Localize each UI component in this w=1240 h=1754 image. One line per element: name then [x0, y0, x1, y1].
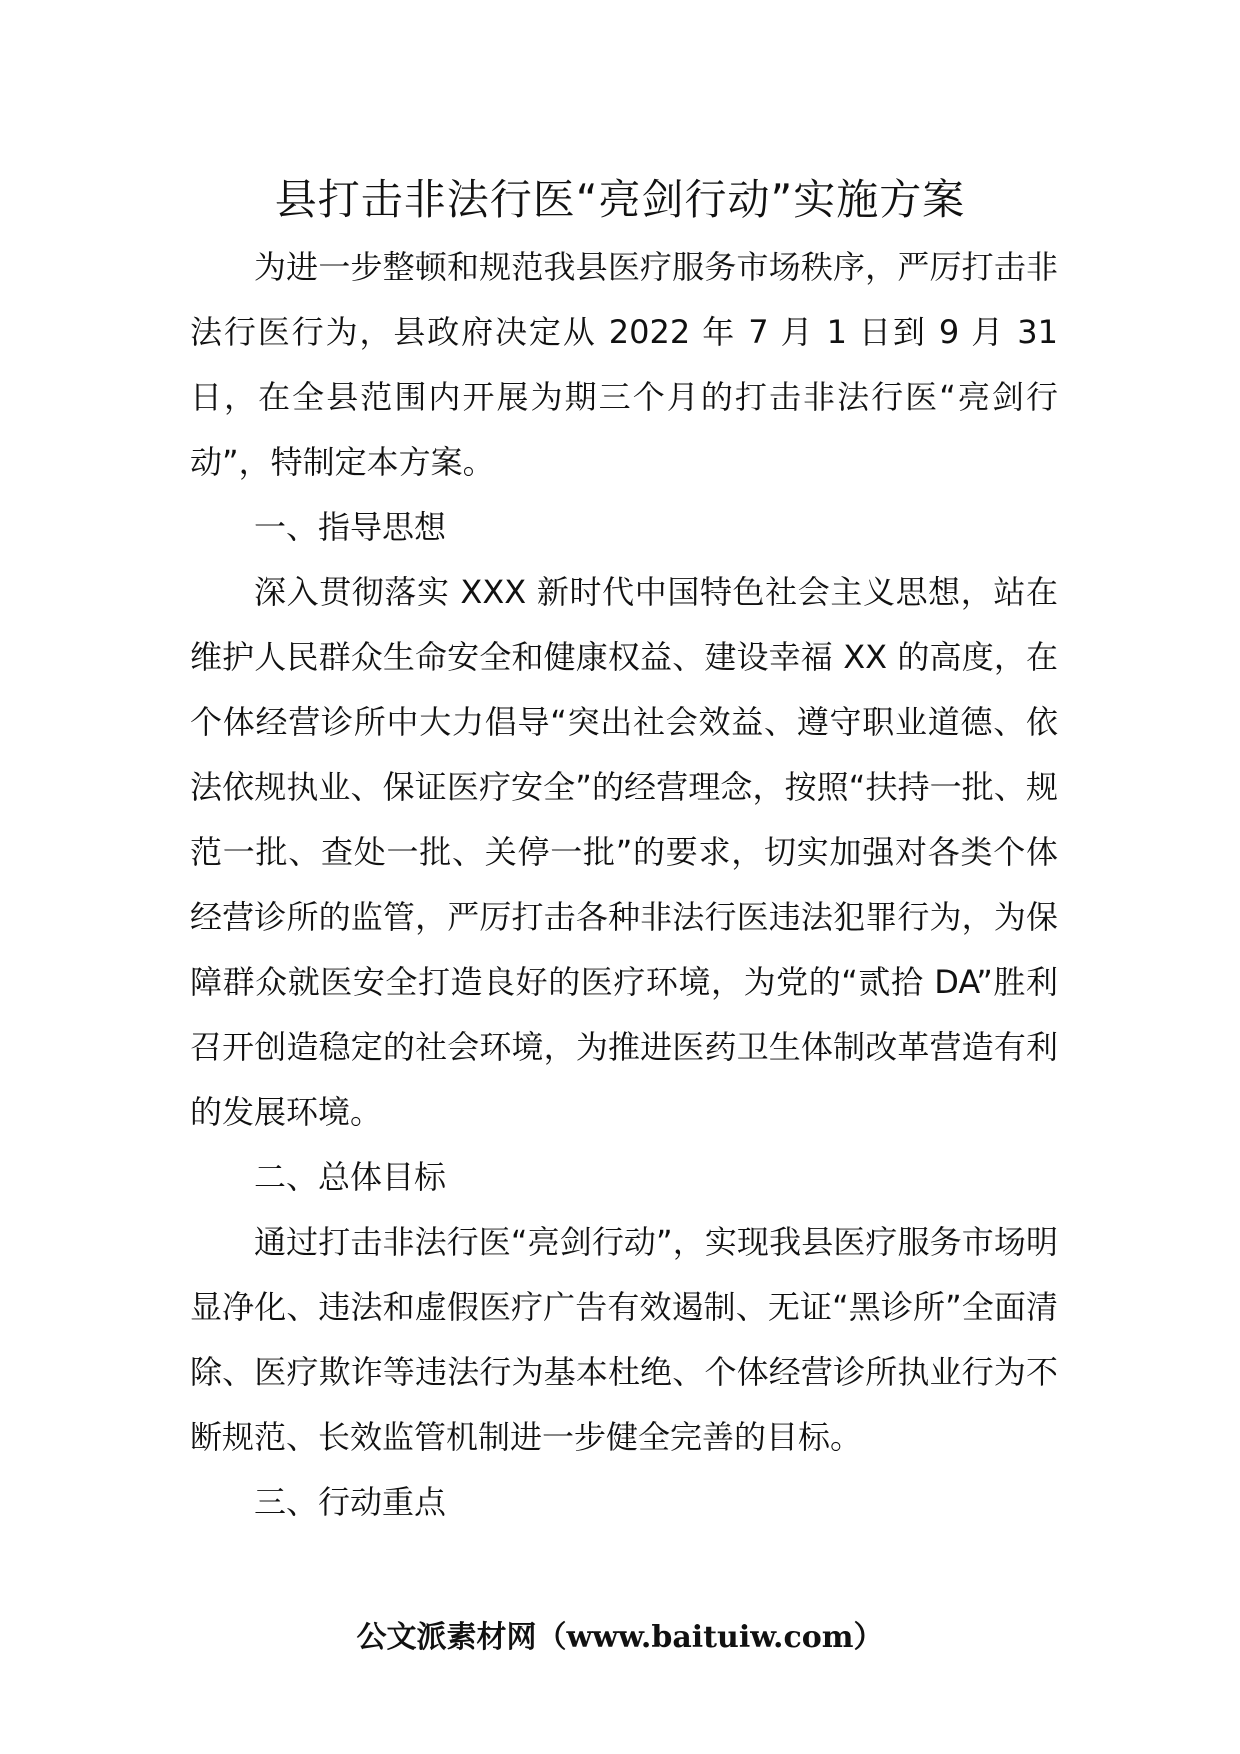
section-paragraph-overall-goal: 通过打击非法行医“亮剑行动”，实现我县医疗服务市场明显净化、违法和虚假医疗广告有效遏制、无证“黑诊所”全面清除、医疗欺诈等违法行为基本杜绝、个体经营诊所执业行为不断规范、长效监管机制进一步健全完善的目标。 — [190, 1223, 1058, 1456]
section-heading-action-focus: 三、行动重点 — [254, 1483, 447, 1521]
section-heading-overall-goal: 二、总体目标 — [254, 1158, 447, 1196]
document-title: 县打击非法行医“亮剑行动”实施方案 — [274, 175, 966, 224]
intro-paragraph: 为进一步整顿和规范我县医疗服务市场秩序，严厉打击非法行医行为，县政府决定从 2022 年 7 月 1 日到 9 月 31 日，在全县范围内开展为期三个月的打击非法行医“亮剑行动”，特制定本方案。 — [190, 248, 1058, 481]
section-heading-guiding-ideology: 一、指导思想 — [254, 508, 447, 546]
footer-watermark-text: 公文派素材网（www.baituiw.com） — [356, 1620, 884, 1655]
document-body — [190, 235, 1058, 1535]
section-paragraph-guiding-ideology: 深入贯彻落实 XXX 新时代中国特色社会主义思想，站在维护人民群众生命安全和健康权益、建设幸福 XX 的高度，在个体经营诊所中大力倡导“突出社会效益、遵守职业道德、依法依规执业、保证医疗安全”的经营理念，按照“扶持一批、规范一批、查处一批、关停一批”的要求，切实加强对各类个体经营诊所的监管，严厉打击各种非法行医违法犯罪行为，为保障群众就医安全打造良好的医疗环境，为党的“贰拾 DA”胜利召开创造稳定的社会环境，为推进医药卫生体制改革营造有利的发展环境。 — [190, 573, 1058, 1131]
